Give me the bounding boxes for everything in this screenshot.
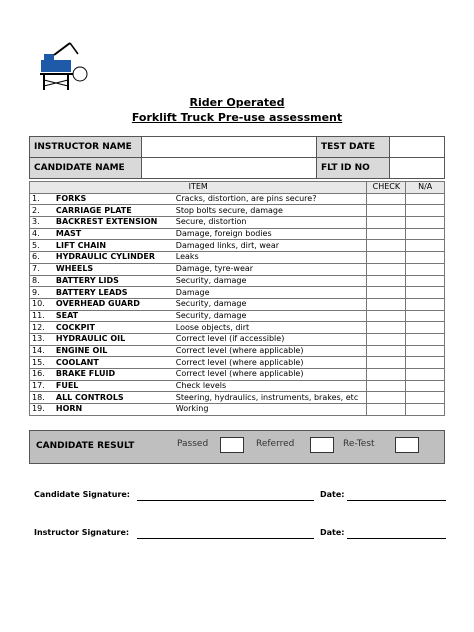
candidate-name-field[interactable] bbox=[142, 158, 317, 179]
flt-id-label: FLT ID NO bbox=[317, 158, 390, 179]
na-cell[interactable] bbox=[406, 217, 445, 229]
na-cell[interactable] bbox=[406, 275, 445, 287]
instructor-name-field[interactable] bbox=[142, 137, 317, 158]
check-cell[interactable] bbox=[367, 357, 406, 369]
instructor-date-label: Date: bbox=[320, 528, 345, 537]
row-number: 15. bbox=[30, 357, 54, 369]
table-row bbox=[30, 205, 445, 217]
table-row bbox=[30, 322, 445, 334]
table-row bbox=[30, 275, 445, 287]
item-name: CARRIAGE PLATE bbox=[54, 205, 174, 217]
item-description: Security, damage bbox=[174, 275, 367, 287]
row-number: 11. bbox=[30, 310, 54, 322]
na-cell[interactable] bbox=[406, 252, 445, 264]
instructor-date-line[interactable] bbox=[347, 538, 446, 539]
check-cell[interactable] bbox=[367, 263, 406, 275]
item-name: MAST bbox=[54, 228, 174, 240]
check-cell[interactable] bbox=[367, 252, 406, 264]
row-number: 3. bbox=[30, 217, 54, 229]
table-row bbox=[30, 287, 445, 299]
item-name: HYDRAULIC CYLINDER bbox=[54, 252, 174, 264]
table-row bbox=[30, 263, 445, 275]
check-cell[interactable] bbox=[367, 369, 406, 381]
page-title-line2: Forklift Truck Pre-use assessment bbox=[131, 111, 343, 124]
item-description: Damaged links, dirt, wear bbox=[174, 240, 367, 252]
na-cell[interactable] bbox=[406, 240, 445, 252]
row-number: 1. bbox=[30, 193, 54, 205]
table-row bbox=[30, 252, 445, 264]
info-table bbox=[29, 136, 445, 179]
checklist-table bbox=[29, 181, 445, 416]
row-number: 6. bbox=[30, 252, 54, 264]
candidate-date-label: Date: bbox=[320, 490, 345, 499]
table-row bbox=[30, 357, 445, 369]
passed-label: Passed bbox=[177, 439, 209, 449]
flt-id-field[interactable] bbox=[390, 158, 445, 179]
item-name: WHEELS bbox=[54, 263, 174, 275]
test-date-label: TEST DATE bbox=[317, 137, 390, 158]
row-number: 9. bbox=[30, 287, 54, 299]
check-cell[interactable] bbox=[367, 298, 406, 310]
item-description: Correct level (where applicable) bbox=[174, 345, 367, 357]
check-cell[interactable] bbox=[367, 217, 406, 229]
table-row bbox=[30, 404, 445, 416]
check-cell[interactable] bbox=[367, 322, 406, 334]
referred-label: Referred bbox=[256, 439, 295, 449]
table-row bbox=[30, 392, 445, 404]
item-name: HYDRAULIC OIL bbox=[54, 333, 174, 345]
check-cell[interactable] bbox=[367, 380, 406, 392]
item-name: OVERHEAD GUARD bbox=[54, 298, 174, 310]
candidate-signature-line[interactable] bbox=[137, 500, 314, 501]
row-number: 10. bbox=[30, 298, 54, 310]
check-cell[interactable] bbox=[367, 228, 406, 240]
na-cell[interactable] bbox=[406, 322, 445, 334]
table-row bbox=[30, 380, 445, 392]
table-row bbox=[30, 240, 445, 252]
row-number: 4. bbox=[30, 228, 54, 240]
item-description: Steering, hydraulics, instruments, brakes, etc bbox=[174, 392, 367, 404]
item-description: Security, damage bbox=[174, 310, 367, 322]
item-name: COCKPIT bbox=[54, 322, 174, 334]
item-name: BACKREST EXTENSION bbox=[54, 217, 174, 229]
na-cell[interactable] bbox=[406, 404, 445, 416]
item-description: Stop bolts secure, damage bbox=[174, 205, 367, 217]
item-description: Loose objects, dirt bbox=[174, 322, 367, 334]
item-description: Damage, foreign bodies bbox=[174, 228, 367, 240]
na-cell[interactable] bbox=[406, 298, 445, 310]
instructor-signature-line[interactable] bbox=[137, 538, 314, 539]
item-description: Correct level (where applicable) bbox=[174, 357, 367, 369]
referred-checkbox[interactable] bbox=[310, 437, 334, 453]
item-name: ALL CONTROLS bbox=[54, 392, 174, 404]
retest-checkbox[interactable] bbox=[395, 437, 419, 453]
retest-label: Re-Test bbox=[343, 439, 375, 449]
item-name: BRAKE FLUID bbox=[54, 369, 174, 381]
na-cell[interactable] bbox=[406, 263, 445, 275]
na-cell[interactable] bbox=[406, 193, 445, 205]
item-name: BATTERY LEADS bbox=[54, 287, 174, 299]
page-title-line1: Rider Operated bbox=[189, 96, 285, 109]
row-number: 16. bbox=[30, 369, 54, 381]
item-name: BATTERY LIDS bbox=[54, 275, 174, 287]
item-description: Damage, tyre-wear bbox=[174, 263, 367, 275]
item-description: Damage bbox=[174, 287, 367, 299]
na-cell[interactable] bbox=[406, 333, 445, 345]
table-row bbox=[30, 333, 445, 345]
candidate-date-line[interactable] bbox=[347, 500, 446, 501]
row-number: 18. bbox=[30, 392, 54, 404]
item-header: ITEM bbox=[30, 182, 367, 194]
check-cell[interactable] bbox=[367, 287, 406, 299]
check-cell[interactable] bbox=[367, 193, 406, 205]
na-cell[interactable] bbox=[406, 287, 445, 299]
na-cell[interactable] bbox=[406, 228, 445, 240]
item-name: FORKS bbox=[54, 193, 174, 205]
row-number: 5. bbox=[30, 240, 54, 252]
item-name: ENGINE OIL bbox=[54, 345, 174, 357]
passed-checkbox[interactable] bbox=[220, 437, 244, 453]
item-description: Correct level (if accessible) bbox=[174, 333, 367, 345]
na-header: N/A bbox=[406, 182, 445, 194]
table-row bbox=[30, 298, 445, 310]
candidate-signature-label: Candidate Signature: bbox=[34, 490, 131, 499]
row-number: 17. bbox=[30, 380, 54, 392]
item-name: FUEL bbox=[54, 380, 174, 392]
check-cell[interactable] bbox=[367, 333, 406, 345]
check-cell[interactable] bbox=[367, 404, 406, 416]
candidate-result-label: CANDIDATE RESULT bbox=[36, 441, 135, 451]
check-header: CHECK bbox=[367, 182, 406, 194]
table-row bbox=[30, 228, 445, 240]
item-description: Working bbox=[174, 404, 367, 416]
row-number: 7. bbox=[30, 263, 54, 275]
na-cell[interactable] bbox=[406, 369, 445, 381]
item-description: Correct level (where applicable) bbox=[174, 369, 367, 381]
row-number: 2. bbox=[30, 205, 54, 217]
na-cell[interactable] bbox=[406, 392, 445, 404]
row-number: 13. bbox=[30, 333, 54, 345]
item-description: Security, damage bbox=[174, 298, 367, 310]
item-description: Cracks, distortion, are pins secure? bbox=[174, 193, 367, 205]
na-cell[interactable] bbox=[406, 310, 445, 322]
item-name: COOLANT bbox=[54, 357, 174, 369]
table-row bbox=[30, 369, 445, 381]
item-name: SEAT bbox=[54, 310, 174, 322]
check-cell[interactable] bbox=[367, 205, 406, 217]
instructor-name-label: INSTRUCTOR NAME bbox=[30, 137, 142, 158]
item-name: LIFT CHAIN bbox=[54, 240, 174, 252]
row-number: 12. bbox=[30, 322, 54, 334]
na-cell[interactable] bbox=[406, 380, 445, 392]
table-row bbox=[30, 345, 445, 357]
check-cell[interactable] bbox=[367, 345, 406, 357]
check-cell[interactable] bbox=[367, 240, 406, 252]
table-row bbox=[30, 217, 445, 229]
item-description: Leaks bbox=[174, 252, 367, 264]
instructor-signature-label: Instructor Signature: bbox=[34, 528, 130, 537]
candidate-result-panel bbox=[29, 430, 445, 464]
na-cell[interactable] bbox=[406, 357, 445, 369]
na-cell[interactable] bbox=[406, 205, 445, 217]
check-cell[interactable] bbox=[367, 275, 406, 287]
check-cell[interactable] bbox=[367, 310, 406, 322]
item-name: HORN bbox=[54, 404, 174, 416]
na-cell[interactable] bbox=[406, 345, 445, 357]
row-number: 19. bbox=[30, 404, 54, 416]
forklift-logo-icon bbox=[38, 40, 90, 92]
test-date-field[interactable] bbox=[390, 137, 445, 158]
item-description: Secure, distortion bbox=[174, 217, 367, 229]
check-cell[interactable] bbox=[367, 392, 406, 404]
candidate-name-label: CANDIDATE NAME bbox=[30, 158, 142, 179]
table-row bbox=[30, 193, 445, 205]
item-description: Check levels bbox=[174, 380, 367, 392]
table-row bbox=[30, 310, 445, 322]
row-number: 8. bbox=[30, 275, 54, 287]
row-number: 14. bbox=[30, 345, 54, 357]
